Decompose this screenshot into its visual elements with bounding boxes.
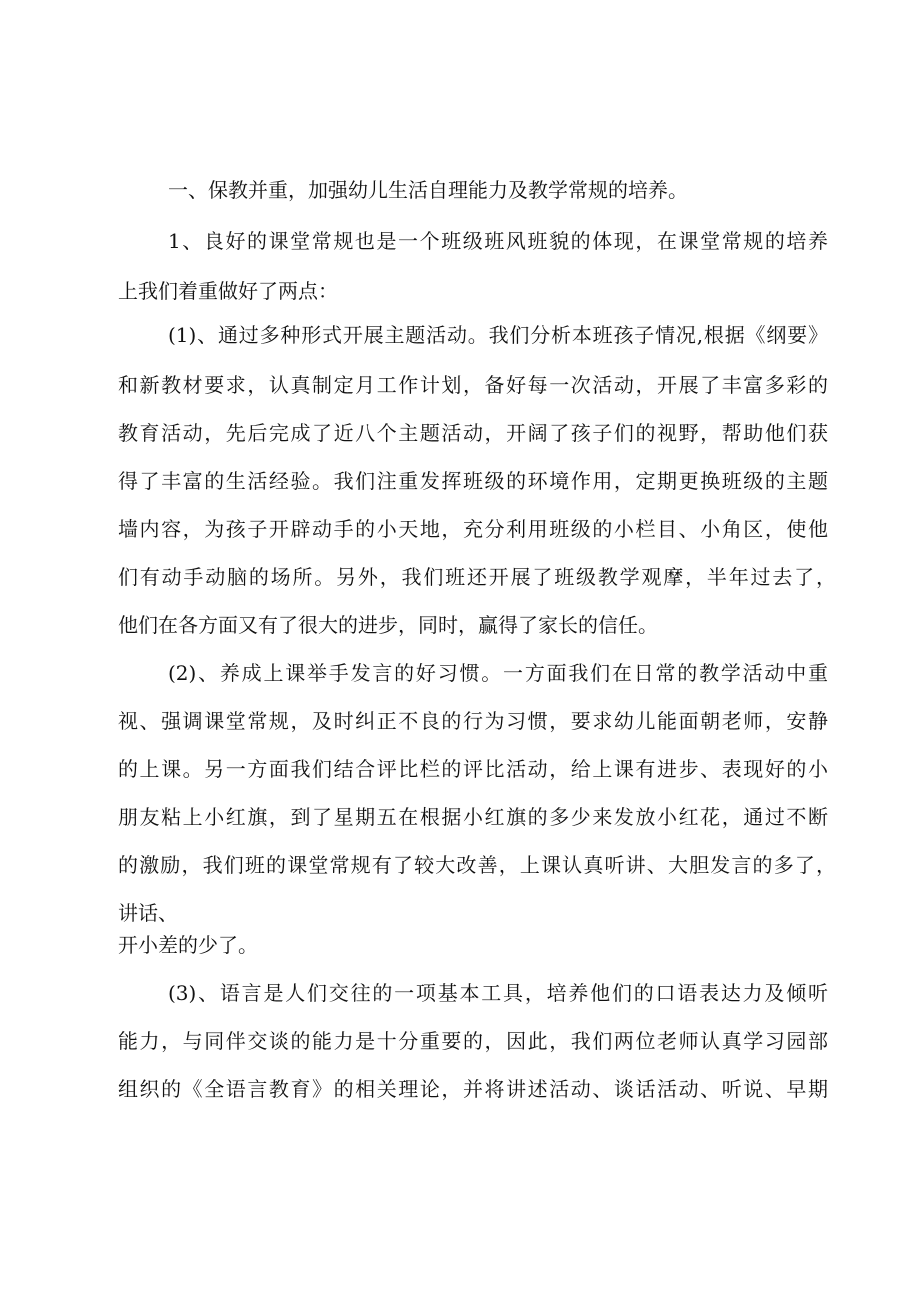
paragraph-4-line-2: 能力，与同伴交谈的能力是十分重要的，因此，我们两位老师认真学习园部 xyxy=(118,1029,828,1053)
paragraph-3-line-2: 视、强调课堂常规，及时纠正不良的行为习惯，要求幼儿能面朝老师，安静 xyxy=(118,709,828,733)
paragraph-3-line-3: 的上课。另一方面我们结合评比栏的评比活动，给上课有进步、表现好的小 xyxy=(118,757,828,781)
paragraph-2-line-1: (1)、通过多种形式开展主题活动。我们分析本班孩子情况,根据《纲要》 xyxy=(168,323,828,347)
paragraph-3-line-5: 的激励，我们班的课堂常规有了较大改善，上课认真听讲、大胆发言的多了， xyxy=(118,853,836,877)
paragraph-3-line-4: 朋友粘上小红旗，到了星期五在根据小红旗的多少来发放小红花，通过不断 xyxy=(118,805,828,829)
paragraph-2-line-5: 墙内容，为孩子开辟动手的小天地，充分利用班级的小栏目、小角区，使他 xyxy=(118,517,828,541)
paragraph-4-line-3: 组织的《全语言教育》的相关理论，并将讲述活动、谈话活动、听说、早期 xyxy=(118,1077,828,1101)
paragraph-2-line-4: 得了丰富的生活经验。我们注重发挥班级的环境作用，定期更换班级的主题 xyxy=(118,469,828,493)
paragraph-3-line-1: (2)、养成上课举手发言的好习惯。一方面我们在日常的教学活动中重 xyxy=(168,661,828,685)
paragraph-3-line-7: 开小差的少了。 xyxy=(118,933,258,957)
paragraph-1-line-2: 上我们着重做好了两点： xyxy=(118,279,338,303)
paragraph-2-line-3: 教育活动，先后完成了近八个主题活动，开阔了孩子们的视野，帮助他们获 xyxy=(118,421,828,445)
paragraph-2-line-7: 他们在各方面又有了很大的进步，同时，赢得了家长的信任。 xyxy=(118,613,658,637)
section-heading: 一、保教并重，加强幼儿生活自理能力及教学常规的培养。 xyxy=(168,178,688,202)
paragraph-3-line-6: 讲话、 xyxy=(118,901,178,925)
paragraph-1-line-1: 1、良好的课堂常规也是一个班级班风班貌的体现，在课堂常规的培养 xyxy=(168,229,828,253)
paragraph-2-line-6: 们有动手动脑的场所。另外，我们班还开展了班级教学观摩，半年过去了， xyxy=(118,565,836,589)
paragraph-4-line-1: (3)、语言是人们交往的一项基本工具，培养他们的口语表达力及倾听 xyxy=(168,981,828,1005)
paragraph-2-line-2: 和新教材要求，认真制定月工作计划，备好每一次活动，开展了丰富多彩的 xyxy=(118,373,828,397)
